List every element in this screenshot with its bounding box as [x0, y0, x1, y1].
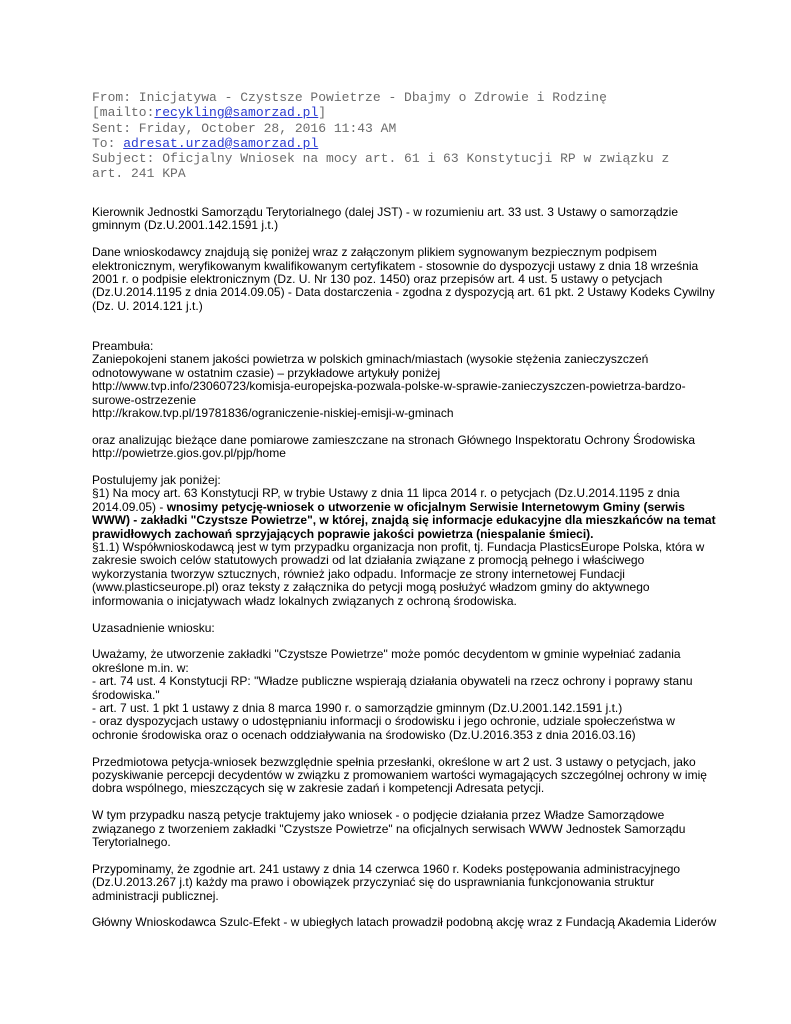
justification-heading: Uzasadnienie wniosku:: [92, 620, 215, 635]
paragraph-applicant-data: Dane wnioskodawcy znajdują się poniżej wraz z załączonym plikiem sygnowanym bezpiecznym podpisem elektronicznym, weryfikowanym kwalifikowanym certyfikatem - stosownie do dyspozycji ustawy z dnia 18 września 2001 r. o podpisie elektronicznym (Dz. U. Nr 130 poz. 1450) oraz przepisów art. 4 ust. 5 ustawy o petycjach (Dz.U.2014.1195 z dnia 2014.09.05) - Data dostarczenia - zgodna z dyspozycją art. 61 pkt. 2 Ustawy Kodeks Cywilny (Dz. U. 2014.121 j.t.): [92, 245, 715, 313]
paragraph-justification: Uważamy, że utworzenie zakładki "Czystsze Powietrze" może pomóc decydentom w gminie wypełniać zadania określone m.in. w: - art. 74 ust. 4 Konstytucji RP: "Władze publiczne wspierają działania obywateli na rzecz ochrony i poprawy stanu środowiska." - art. 7 ust. 1 pkt 1 ustawy z dnia 8 marca 1990 r. o samorządzie gminnym (Dz.U.2001.142.1591 j.t.) - oraz dyspozycjach ustawy o udostępnianiu informacji o środowisku i jego ochronie, udziale społeczeństwa w ochronie środowiska oraz o ocenach oddziaływania na środowisko (Dz.U.2016.353 z dnia 2016.03.16): [92, 647, 693, 742]
paragraph-postulates: Postulujemy jak poniżej: §1) Na mocy art. 63 Konstytucji RP, w trybie Ustawy z dnia 11 lipca 2014 r. o petycjach (Dz.U.2014.1195 z dnia 2014.09.05) - wnosimy petycję-wniosek o utworzenie w oficjalnym Serwisie Internetowym Gminy (serwis WWW) - zakładki "Czystsze Powietrze", w której, znajdą się informacje edukacyjne dla mieszkańców na temat prawidłowych zachowań sprzyjających poprawie jakości powietrza (niespalanie śmieci). §1.1) Współwnioskodawcą jest w tym przypadku organizacja non profit, tj. Fundacja PlasticsEurope Polska, która w zakresie swoich celów statutowych prowadzi od lat działania związane z promocją pełnego i właściwego wykorzystania tworzyw sztucznych, również jako odpadu. Informacje ze strony internetowej Fundacji (www.plasticseurope.pl) oraz teksty z załącznika do petycji mogą posłużyć władzom gminy do aktywnego informowania o inicjatywach władz lokalnych związanych z ochroną środowiska.: [92, 473, 716, 608]
recipient-email-link[interactable]: adresat.urzad@samorzad.pl: [123, 135, 319, 151]
email-body: [92, 205, 717, 930]
email-header: [92, 90, 732, 182]
paragraph-preamble: Preambuła: Zaniepokojeni stanem jakości powietrza w polskich gminach/miastach (wysokie stężenia zanieczyszczeń odnotowywane w ostatnim czasie) – przykładowe artykuły poniżej http://www.tvp.info/23060723/komisja-europejska-pozwala-polske-w-sprawie-zanieczyszczen-powietrza-bardzo- surowe-ostrzezenie http://krakow.tvp.pl/19781836/ograniczenie-niskiej-emisji-w-gminach: [92, 340, 712, 420]
paragraph-measurements: oraz analizując bieżące dane pomiarowe zamieszczane na stronach Głównego Inspektoratu Ochrony Środowiska http://powietrze.gios.gov.pl/pjp/home: [92, 434, 712, 461]
sent-line: Sent: Friday, October 28, 2016 11:43 AM: [92, 120, 397, 136]
paragraph-request: W tym przypadku naszą petycje traktujemy jako wniosek - o podjęcie działania przez Władze Samorządowe związanego z tworzeniem zakładki "Czystsze Powietrze" na oficjalnych serwisach WWW Jednostek Samorządu Terytorialnego.: [92, 808, 686, 849]
krakow-tvp-url: http://krakow.tvp.pl/19781836/ograniczenie-niskiej-emisji-w-gminach: [92, 406, 454, 421]
paragraph-addressee: Kierownik Jednostki Samorządu Terytorialnego (dalej JST) - w rozumieniu art. 33 ust. 3 Ustawy o samorządzie gminnym (Dz.U.2001.142.1591 j.t.): [92, 205, 679, 233]
subject-line-cont: art. 241 KPA: [92, 166, 186, 182]
subject-line: Subject: Oficjalny Wniosek na mocy art. 61 i 63 Konstytucji RP w związku z: [92, 151, 670, 167]
gios-url: http://powietrze.gios.gov.pl/pjp/home: [92, 446, 286, 461]
to-line: To: adresat.urzad@samorzad.pl: [92, 135, 319, 151]
paragraph-premises: Przedmiotowa petycja-wniosek bezwzględnie spełnia przesłanki, określone w art 2 ust. 3 ustawy o petycjach, jako pozyskiwanie percepcji decydentów w związku z promowaniem wartości wymagających szczególnej ochrony w imię dobra wspólnego, mieszczących się w zakresie zadań i kompetencji Adresata petycji.: [92, 754, 707, 796]
mailto-line: [mailto:recykling@samorzad.pl]: [92, 105, 327, 121]
from-line: From: Inicjatywa - Czystsze Powietrze - Dbajmy o Zdrowie i Rodzinę: [92, 90, 607, 105]
tvp-info-url: http://www.tvp.info/23060723/komisja-europejska-pozwala-polske-w-sprawie-zanieczyszczen-powietrza-bardzo-: [92, 379, 686, 394]
paragraph-main-applicant: Główny Wnioskodawca Szulc-Efekt - w ubiegłych latach prowadził podobną akcję wraz z Fundacją Akademia Liderów: [92, 915, 717, 930]
paragraph-reminder: Przypominamy, że zgodnie art. 241 ustawy z dnia 14 czerwca 1960 r. Kodeks postępowania administracyjnego (Dz.U.2013.267 j.t) każdy ma prawo i obowiązek przyczyniać się do usprawniania funkcjonowania struktur administracji publicznej.: [92, 861, 681, 903]
sender-email-link[interactable]: recykling@samorzad.pl: [154, 105, 319, 121]
